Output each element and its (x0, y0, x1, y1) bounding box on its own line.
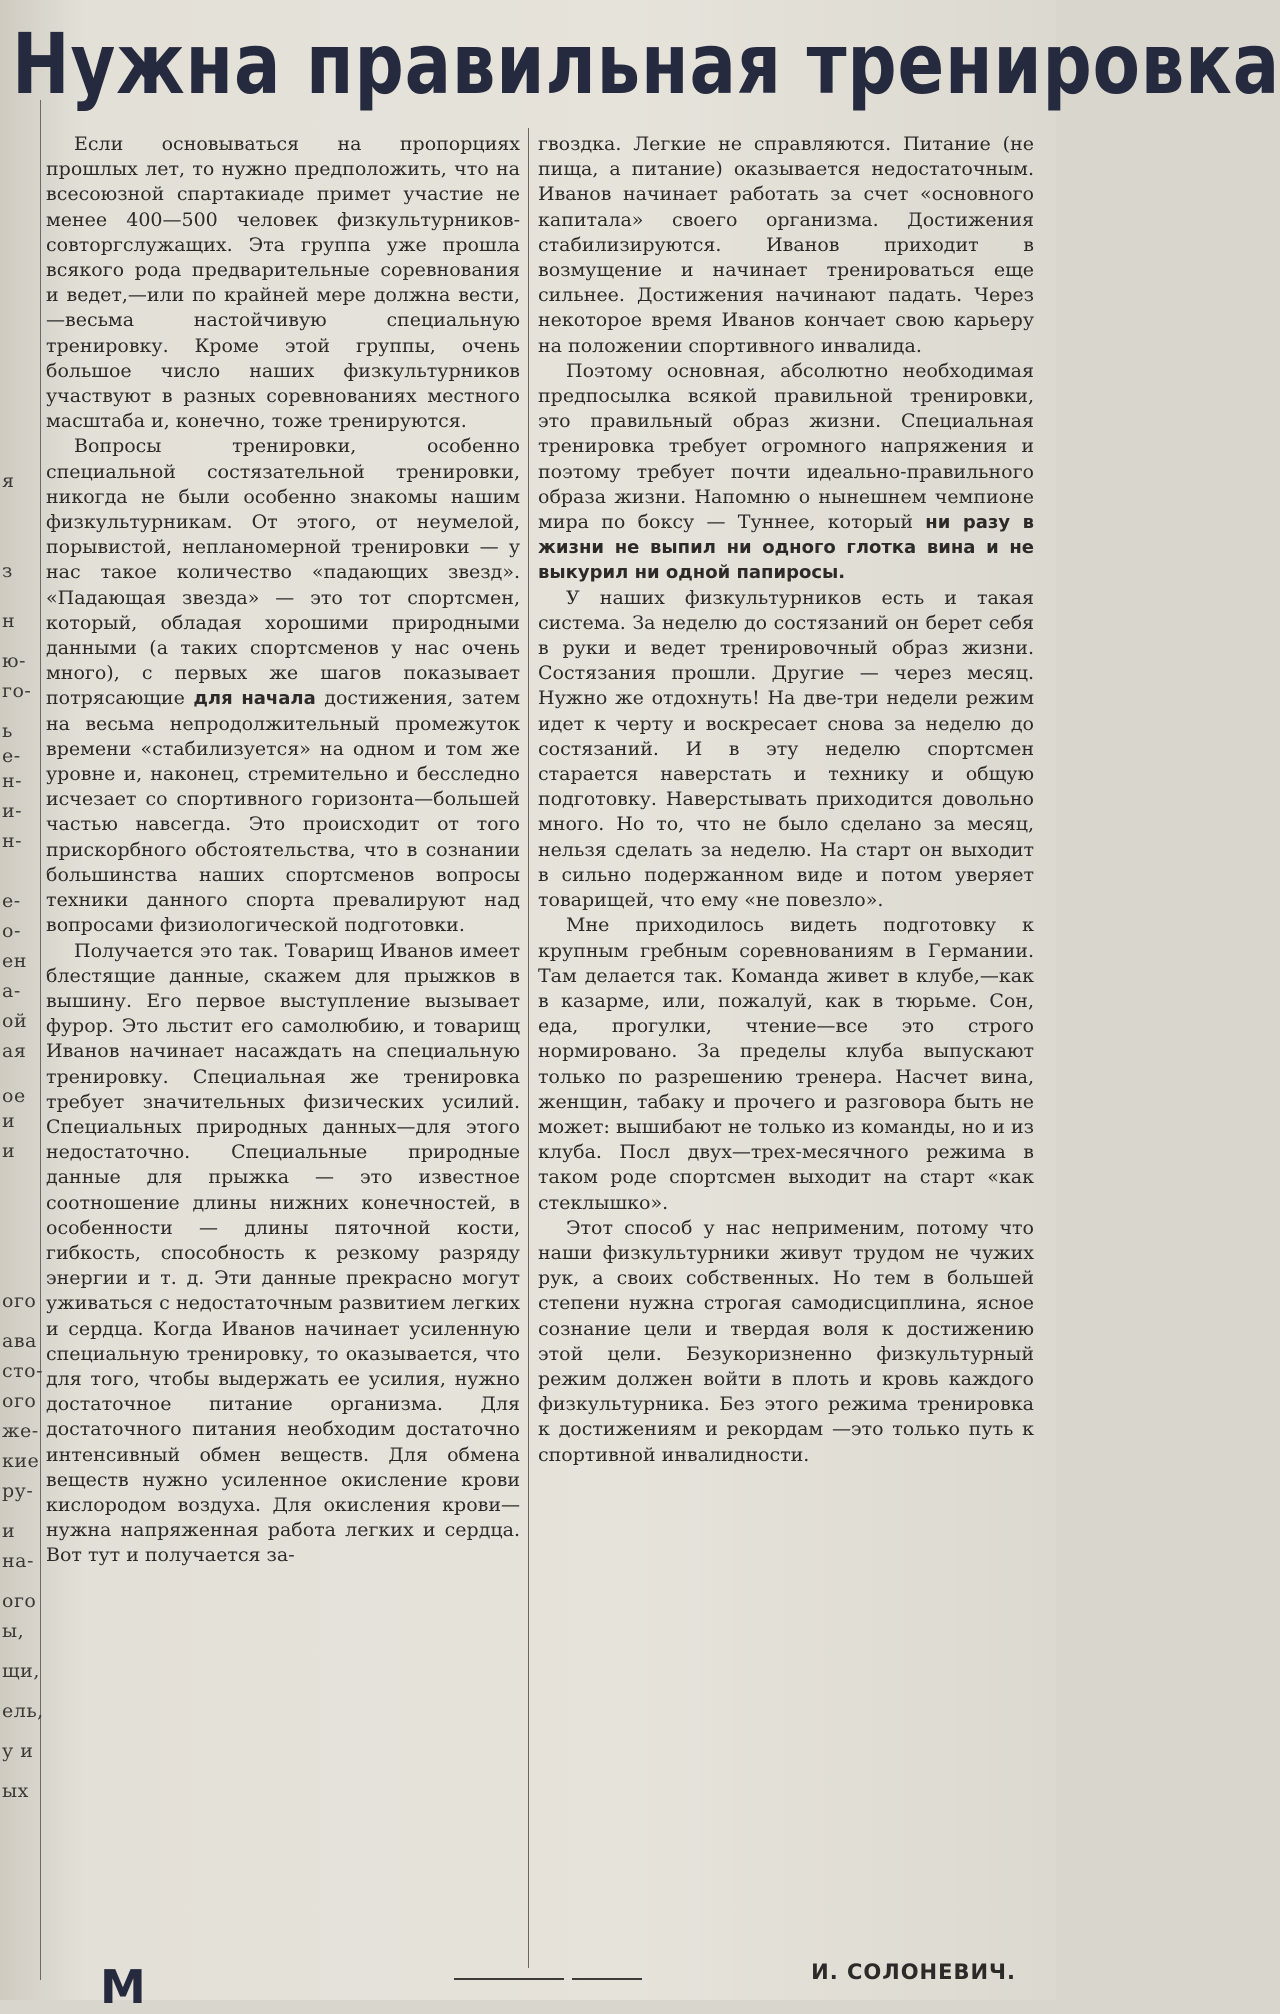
text-fragment: ы, (2, 1620, 25, 1642)
paragraph: Этот способ у нас неприменим, потому что наши физкультурники живут трудом не чужих рук, а своих собственных. Но тем в большей степени нужна строгая самодисциплина, ясное сознание цели и твердая воля к достижению этой цели. Безукоризненно физкультурный режим должен войти в плоть и кровь каждого физкультурника. Без этого режима тренировка к достижениям и рекордам —это только путь к спортивной инвалидности. (538, 1216, 1034, 1466)
text-fragment: ен (2, 950, 27, 972)
paragraph: Получается это так. Товарищ Иванов имеет блестящие данные, скажем для прыжков в вышину. Его первое выступление вызывает фурор. Это льстит его самолюбию, и товарищ Иванов начинает насаждать на специальную тренировку. Специальная же тренировка требует значительных физических усилий. Специальных природных данных—для этого недостаточно. Специальные природные данные для прыжка — это известное соотношение длины нижних конечностей, в особенности — длины пяточной кости, гибкость, способность к резкому разряду энергии и т. д. Эти данные прекрасно могут уживаться с недостаточным развитием легких и сердца. Когда Иванов начинает усиленную специальную тренировку, то оказывается, что для того, чтобы выдержать ее усилия, нужно достаточное питание организма. Для достаточного питания необходим достаточно интенсивный обмен веществ. Для обмена веществ нужно усиленное окисление крови кислородом воздуха. Для окисления крови—нужна напряженная работа легких и сердца. Вот тут и получается за- (46, 939, 520, 1567)
text-fragment: ых (2, 1780, 29, 1802)
text-fragment: же- (2, 1420, 39, 1442)
text-fragment: ю- (2, 650, 26, 672)
article-column-left (46, 132, 520, 1569)
separator-rule (454, 1978, 564, 1980)
column-divider (528, 128, 529, 1968)
text-fragment: ого (2, 1290, 37, 1312)
paragraph: гвоздка. Легкие не справляются. Питание (не пища, а питание) оказывается недостаточным. Иванов начинает работать за счет «основного капитала» своего организма. Достижения стабилизируются. Иванов приходит в возмущение и начинает тренироваться еще сильнее. Достижения начинают падать. Через некоторое время Иванов кончает свою карьеру на положении спортивного инвалида. (538, 133, 1034, 357)
text-fragment: на- (2, 1550, 34, 1572)
next-headline-fragment: М (100, 1960, 146, 2014)
text-fragment: сто- (2, 1360, 44, 1382)
text-fragment: ого (2, 1390, 37, 1412)
separator-rule (572, 1978, 642, 1980)
text-fragment: ая (2, 1040, 27, 1062)
text-fragment: н (2, 610, 16, 632)
headline: Нужна правильная тренировка (12, 15, 1280, 113)
text-fragment: ру- (2, 1480, 34, 1502)
paragraph: Если основываться на пропорциях прошлых лет, то нужно предположить, что на всесоюзной спартакиаде примет участие не менее 400—500 человек физкультурников-совторгслужащих. Эта группа уже прошла всякого рода предварительные соревнования и ведет,—или по крайней мере должна вести,—весьма настойчивую специальную тренировку. Кроме этой группы, очень большое число наших физкультурников участвуют в разных соревнованиях местного масштаба и, конечно, тоже тренируются. (46, 133, 520, 433)
text-fragment: кие (2, 1450, 40, 1472)
text-fragment: я (2, 470, 15, 492)
text-fragment: го- (2, 680, 32, 702)
text-fragment: и- (2, 800, 23, 822)
text-fragment: н- (2, 830, 23, 852)
text-fragment: ой (2, 1010, 28, 1032)
paragraph: У наших физкультурников есть и такая система. За неделю до состязаний он берет себя в руки и ведет тренировочный образ жизни. Состязания прошли. Другие — через месяц. Нужно же отдохнуть! На две-три недели режим идет к черту и воскресает снова за неделю до состязаний. И в эту неделю спортсмен старается наверстать и технику и общую подготовку. Наверстывать приходится довольно много. Но то, что не было сделано за месяц, нельзя сделать за неделю. На старт он выходит в сильно подержанном виде и потом уверяет товарищей, что ему «не повезло». (538, 586, 1034, 912)
text-fragment: о- (2, 920, 21, 942)
emphasized-text: ни разу в жизни не выпил ни одного глотка вина и не выкурил ни одной папиросы. (538, 512, 1035, 584)
text-fragment: а- (2, 980, 21, 1002)
paragraph: Мне приходилось видеть подготовку к крупным гребным соревнованиям в Германии. Там делается так. Команда живет в клубе,—как в казарме, или, пожалуй, как в тюрьме. Сон, еда, прогулки, чтение—все это строго нормировано. За пределы клуба выпускают только по разрешению тренера. Насчет вина, женщин, табаку и прочего и разговора быть не может: вышибают не только из команды, но и из клуба. Посл двух—трех-месячного режима в таком роде спортсмен выходит на старт «как стеклышко». (538, 914, 1034, 1214)
author-signature: И. СОЛОНЕВИЧ. (811, 1960, 1016, 1984)
text-fragment: ава (2, 1330, 37, 1352)
text-fragment: ель, (2, 1700, 44, 1722)
paragraph: Вопросы тренировки, особенно специальной состязательной тренировки, никогда не были особенно знакомы нашим физкультурникам. От этого, от неумелой, порывистой, непланомерной тренировки — у нас такое количество «падающих звезд». «Падающая звезда» — это тот спортсмен, который, обладая хорошими природными данными (а таких спортсменов у нас очень много), с первых же шагов показывает потрясающие для начала достижения, затем на весьма непродолжительный промежуток времени «стабилизуется» на одном и том же уровне и, наконец, стремительно и бесследно исчезает со спортивного горизонта—большей частью навсегда. Это происходит от того прискорбного обстоятельства, что в сознании большинства наших спортсменов вопросы техники данного спорта превалируют над вопросами физиологической подготовки. (46, 435, 520, 937)
text-fragment: з (2, 560, 13, 582)
text-fragment: ого (2, 1590, 37, 1612)
text-fragment: н- (2, 770, 23, 792)
text-fragment: ое (2, 1085, 26, 1107)
text-fragment: ь (2, 720, 13, 742)
text-fragment: щи, (2, 1660, 40, 1682)
text-fragment: и (2, 1110, 16, 1132)
adjacent-column-fragment (0, 100, 44, 1980)
emphasized-text: для начала (193, 688, 316, 710)
text-fragment: и (2, 1520, 16, 1542)
text-fragment: у и (2, 1740, 34, 1762)
paragraph: Поэтому основная, абсолютно необходимая предпосылка всякой правильной тренировки, это правильный образ жизни. Специальная тренировка требует огромного напряжения и поэтому требует почти идеально-правильного образа жизни. Напомню о нынешнем чемпионе мира по боксу — Туннее, который ни разу в жизни не выпил ни одного глотка вина и не выкурил ни одной папиросы. (538, 359, 1035, 584)
text-fragment: и (2, 1140, 16, 1162)
text-fragment: е- (2, 890, 21, 912)
article-column-right (538, 132, 1034, 1468)
text-fragment: е- (2, 745, 21, 767)
